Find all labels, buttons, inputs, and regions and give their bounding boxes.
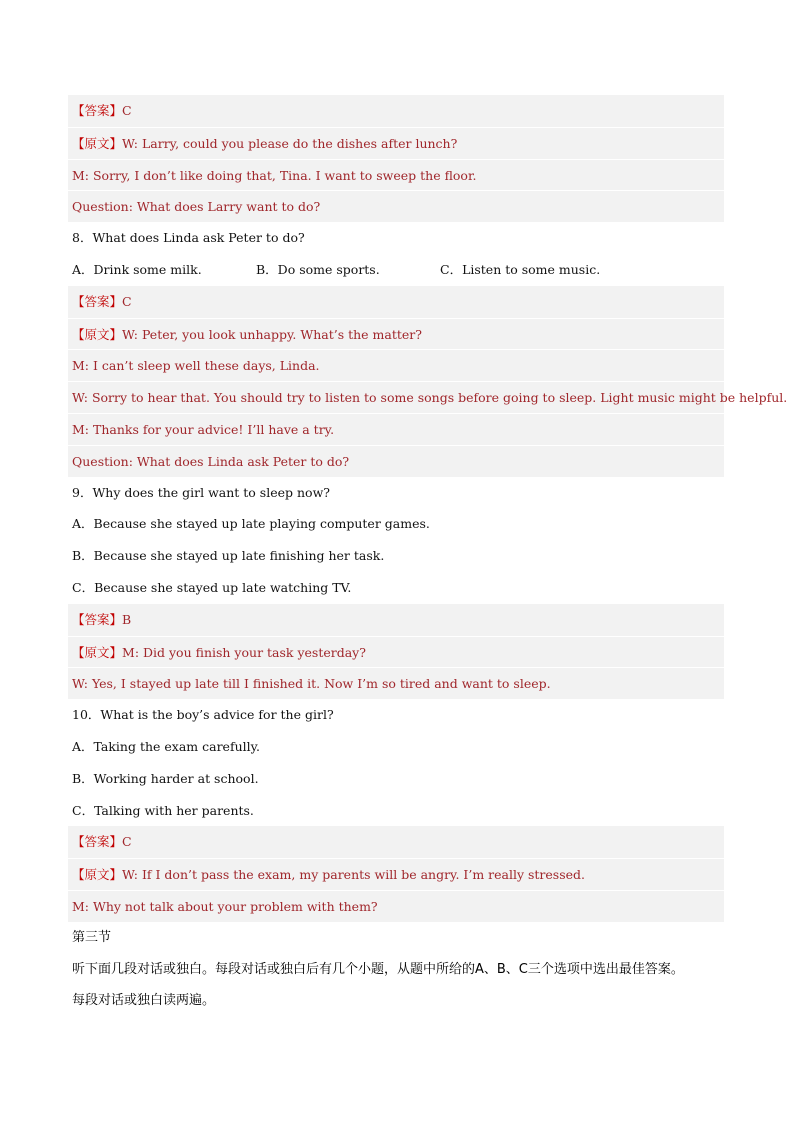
answer-value: C [122,293,132,309]
option-a: A．Drink some milk. [72,261,202,277]
question-8: 8．What does Linda ask Peter to do? [72,230,305,246]
transcript-line: M: Why not talk about your problem with them? [68,890,724,922]
transcript-line: W: Yes, I stayed up late till I finished it. Now I’m so tired and want to sleep. [68,667,724,699]
transcript-text: W: Larry, could you please do the dishes after lunch? [122,135,458,151]
transcript-line [68,636,724,668]
answer-line [68,95,724,127]
answer-value: B [122,611,132,627]
transcript-line [68,127,724,159]
transcript-line: W: Sorry to hear that. You should try to listen to some songs before going to sleep. Light music might be helpful. [68,381,724,413]
answer-value: C [122,103,132,118]
document-body [68,95,788,1017]
transcript-question: Question: What does Linda ask Peter to do? [68,445,724,477]
answer-line [68,286,724,318]
transcript-question: Question: What does Larry want to do? [68,190,724,222]
question-9: 9．Why does the girl want to sleep now? [72,484,330,500]
section-heading: 第三节 [72,929,112,945]
transcript-line: M: Sorry, I don’t like doing that, Tina. I want to sweep the floor. [68,159,724,191]
option-c: C．Talking with her parents. [72,802,254,818]
transcript-text: W: Peter, you look unhappy. What’s the matter? [122,326,422,342]
option-b: B．Do some sports. [256,261,380,277]
section-instructions: 听下面几段对话或独白。每段对话或独白后有几个小题，从题中所给的A、B、C三个选项中选出最佳答案。 [72,961,684,977]
answer-tag: 【答案】 [72,293,123,309]
answer-tag: 【答案】 [72,103,123,118]
question-10: 10．What is the boy’s advice for the girl? [72,707,334,723]
section-instructions: 每段对话或独白读两遍。 [72,993,216,1009]
transcript-line [68,858,724,890]
option-c: C．Listen to some music. [440,261,601,277]
answer-tag: 【答案】 [72,611,123,627]
answer-tag: 【答案】 [72,834,123,850]
transcript-line: M: Thanks for your advice! I’ll have a try. [68,413,724,445]
transcript-tag: 【原文】 [72,326,123,342]
options-row [68,254,724,286]
transcript-tag: 【原文】 [72,135,123,151]
transcript-text: W: If I don’t pass the exam, my parents will be angry. I’m really stressed. [122,867,586,883]
transcript-text: M: Did you finish your task yesterday? [122,644,366,660]
transcript-line [68,318,724,350]
transcript-line: M: I can’t sleep well these days, Linda. [68,349,724,381]
answer-line [68,826,724,858]
option-c: C．Because she stayed up late watching TV. [72,579,352,595]
option-b: B．Because she stayed up late finishing her task. [72,548,385,564]
option-a: A．Because she stayed up late playing computer games. [72,516,430,532]
option-b: B．Working harder at school. [72,770,259,786]
transcript-tag: 【原文】 [72,644,123,660]
option-a: A．Taking the exam carefully. [72,738,260,754]
transcript-tag: 【原文】 [72,867,123,883]
answer-line [68,604,724,636]
answer-value: C [122,834,132,850]
